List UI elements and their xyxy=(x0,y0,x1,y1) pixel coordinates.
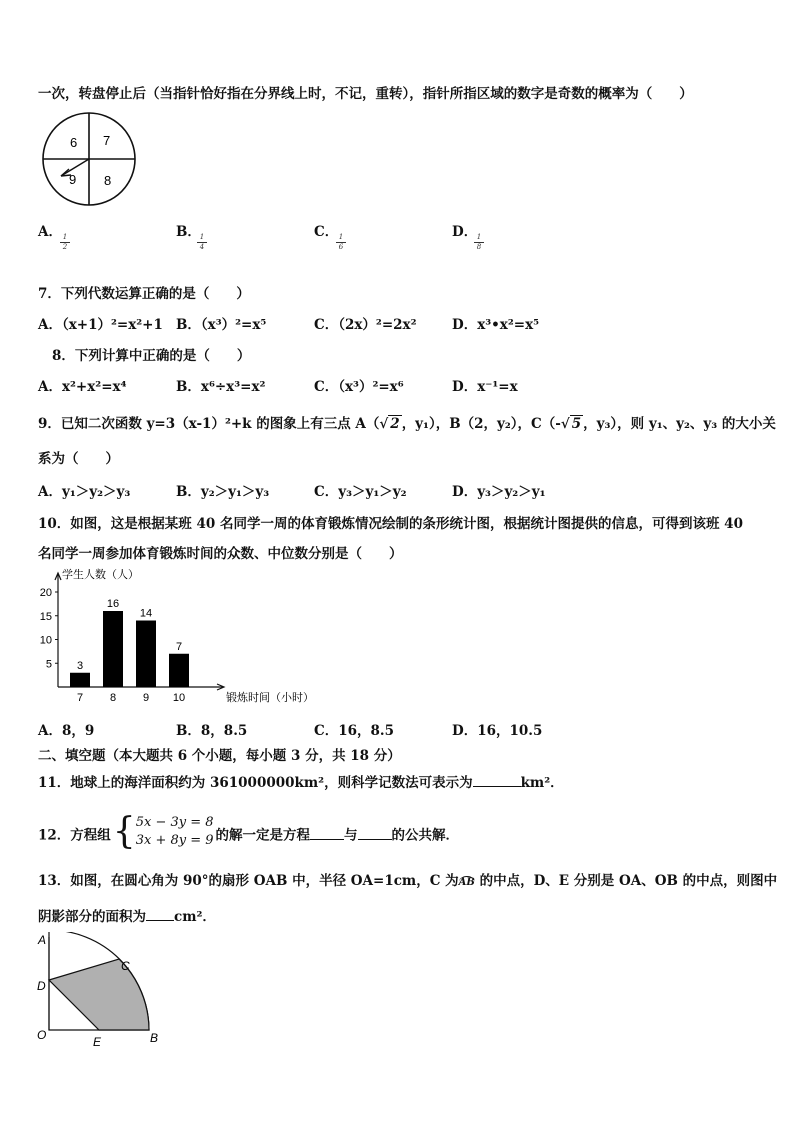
svg-text:A: A xyxy=(38,933,47,947)
svg-text:C: C xyxy=(121,959,130,973)
q7-option-c[interactable]: C．（2x）²=2x² xyxy=(314,317,417,333)
spinner-label: 9 xyxy=(69,172,77,187)
q9-stem-line2: 系为（ ） xyxy=(38,451,119,467)
q6-option-a[interactable]: A． xyxy=(38,224,62,240)
q9-option-a[interactable]: A．y₁＞y₂＞y₃ xyxy=(38,484,131,500)
section-title: 二、填空题（本大题共 6 个小题，每小题 3 分，共 18 分） xyxy=(38,748,401,764)
x-tick-label: 8 xyxy=(109,692,117,704)
equation-system: {5x − 3y = 8 3x + 8y = 9 xyxy=(112,811,214,852)
x-tick-label: 10 xyxy=(172,692,186,704)
q7-option-d[interactable]: D．x³•x²=x⁵ xyxy=(452,317,540,333)
spinner-label: 6 xyxy=(70,135,78,150)
q10-stem-line2: 名同学一周参加体育锻炼时间的众数、中位数分别是（ ） xyxy=(38,546,403,562)
x-tick-label: 9 xyxy=(142,692,150,704)
q7-option-a[interactable]: A．（x+1）²=x²+1 xyxy=(38,317,163,333)
q8-option-d[interactable]: D．x⁻¹=x xyxy=(452,379,518,395)
q10-stem: 10．如图，这是根据某班 40 名同学一周的体育锻炼情况绘制的条形统计图，根据统计图提供的信息，可得到该班 40 xyxy=(38,516,743,532)
bar xyxy=(136,621,156,688)
q10-option-a[interactable]: A．8，9 xyxy=(38,723,95,739)
spinner-figure xyxy=(36,108,144,210)
q8-stem: 8．下列计算中正确的是（ ） xyxy=(52,348,251,364)
bar xyxy=(169,654,189,687)
svg-text:B: B xyxy=(150,1031,159,1045)
q10-option-d[interactable]: D．16，10.5 xyxy=(452,723,543,739)
y-tick-label: 10 xyxy=(39,634,52,647)
q12: 12．方程组{5x − 3y = 8 3x + 8y = 9 的解一定是方程 与 的公共解． xyxy=(38,811,460,852)
q13-stem-line2: 阴影部分的面积为 cm²． xyxy=(38,909,216,925)
q8-option-b[interactable]: B．x⁶÷x³=x² xyxy=(176,379,266,395)
data-label: 7 xyxy=(175,640,183,653)
q7-option-b[interactable]: B．（x³）²=x⁵ xyxy=(176,317,267,333)
q7-stem: 7．下列代数运算正确的是（ ） xyxy=(38,286,250,302)
y-tick-label: 15 xyxy=(39,610,52,623)
bar xyxy=(103,611,123,687)
answer-blank[interactable] xyxy=(473,774,521,787)
q6-stem: 一次，转盘停止后（当指针恰好指在分界线上时，不记，重转），指针所指区域的数字是奇数的概率为（ ） xyxy=(38,86,693,102)
data-label: 16 xyxy=(106,598,120,610)
svg-text:O: O xyxy=(37,1028,47,1042)
q6-option-d[interactable]: D． xyxy=(452,224,478,240)
q10-option-c[interactable]: C．16，8.5 xyxy=(314,723,395,739)
q10-option-b[interactable]: B．8，8.5 xyxy=(176,723,248,739)
q8-option-a[interactable]: A．x²+x²=x⁴ xyxy=(38,379,127,395)
spinner-label: 7 xyxy=(103,133,111,148)
bar-chart xyxy=(30,565,320,710)
spinner-label: 8 xyxy=(104,173,112,188)
y-tick-label: 5 xyxy=(45,658,52,671)
y-tick-label: 20 xyxy=(39,587,52,599)
y-axis-label: 学生人数（人） xyxy=(62,569,139,581)
q6-option-b[interactable]: B． xyxy=(176,224,201,240)
data-label: 3 xyxy=(76,659,84,672)
q9-option-d[interactable]: D．y₃＞y₂＞y₁ xyxy=(452,484,546,500)
q9-option-c[interactable]: C．y₃＞y₁＞y₂ xyxy=(314,484,407,500)
q11: 11．地球上的海洋面积约为 361000000km²，则科学记数法可表示为 km²． xyxy=(38,775,564,791)
q9-option-b[interactable]: B．y₂＞y₁＞y₃ xyxy=(176,484,270,500)
answer-blank[interactable] xyxy=(358,827,392,840)
x-tick-label: 7 xyxy=(76,692,84,704)
q8-option-c[interactable]: C．（x³）²=x⁶ xyxy=(314,379,404,395)
answer-blank[interactable] xyxy=(146,908,174,921)
sector-figure xyxy=(34,932,164,1050)
q6-option-c[interactable]: C． xyxy=(314,224,339,240)
answer-blank[interactable] xyxy=(310,827,344,840)
svg-text:E: E xyxy=(93,1035,102,1049)
q13-stem: 13．如图，在圆心角为 90°的扇形 OAB 中，半径 OA=1cm，C 为AB 的中点，D、E 分别是 OA、OB 的中点，则图中 xyxy=(38,873,778,889)
data-label: 14 xyxy=(139,607,153,620)
bar xyxy=(70,673,90,687)
x-axis-label: 锻炼时间（小时） xyxy=(226,692,314,704)
svg-text:D: D xyxy=(37,979,46,993)
q9-stem: 9．已知二次函数 y=3（x-1）²+k 的图象上有三点 A（√ 2 ，y₁），B（2，y₂），C（-√ 5 ，y₃），则 y₁、y₂、y₃ 的大小关 xyxy=(38,416,776,432)
